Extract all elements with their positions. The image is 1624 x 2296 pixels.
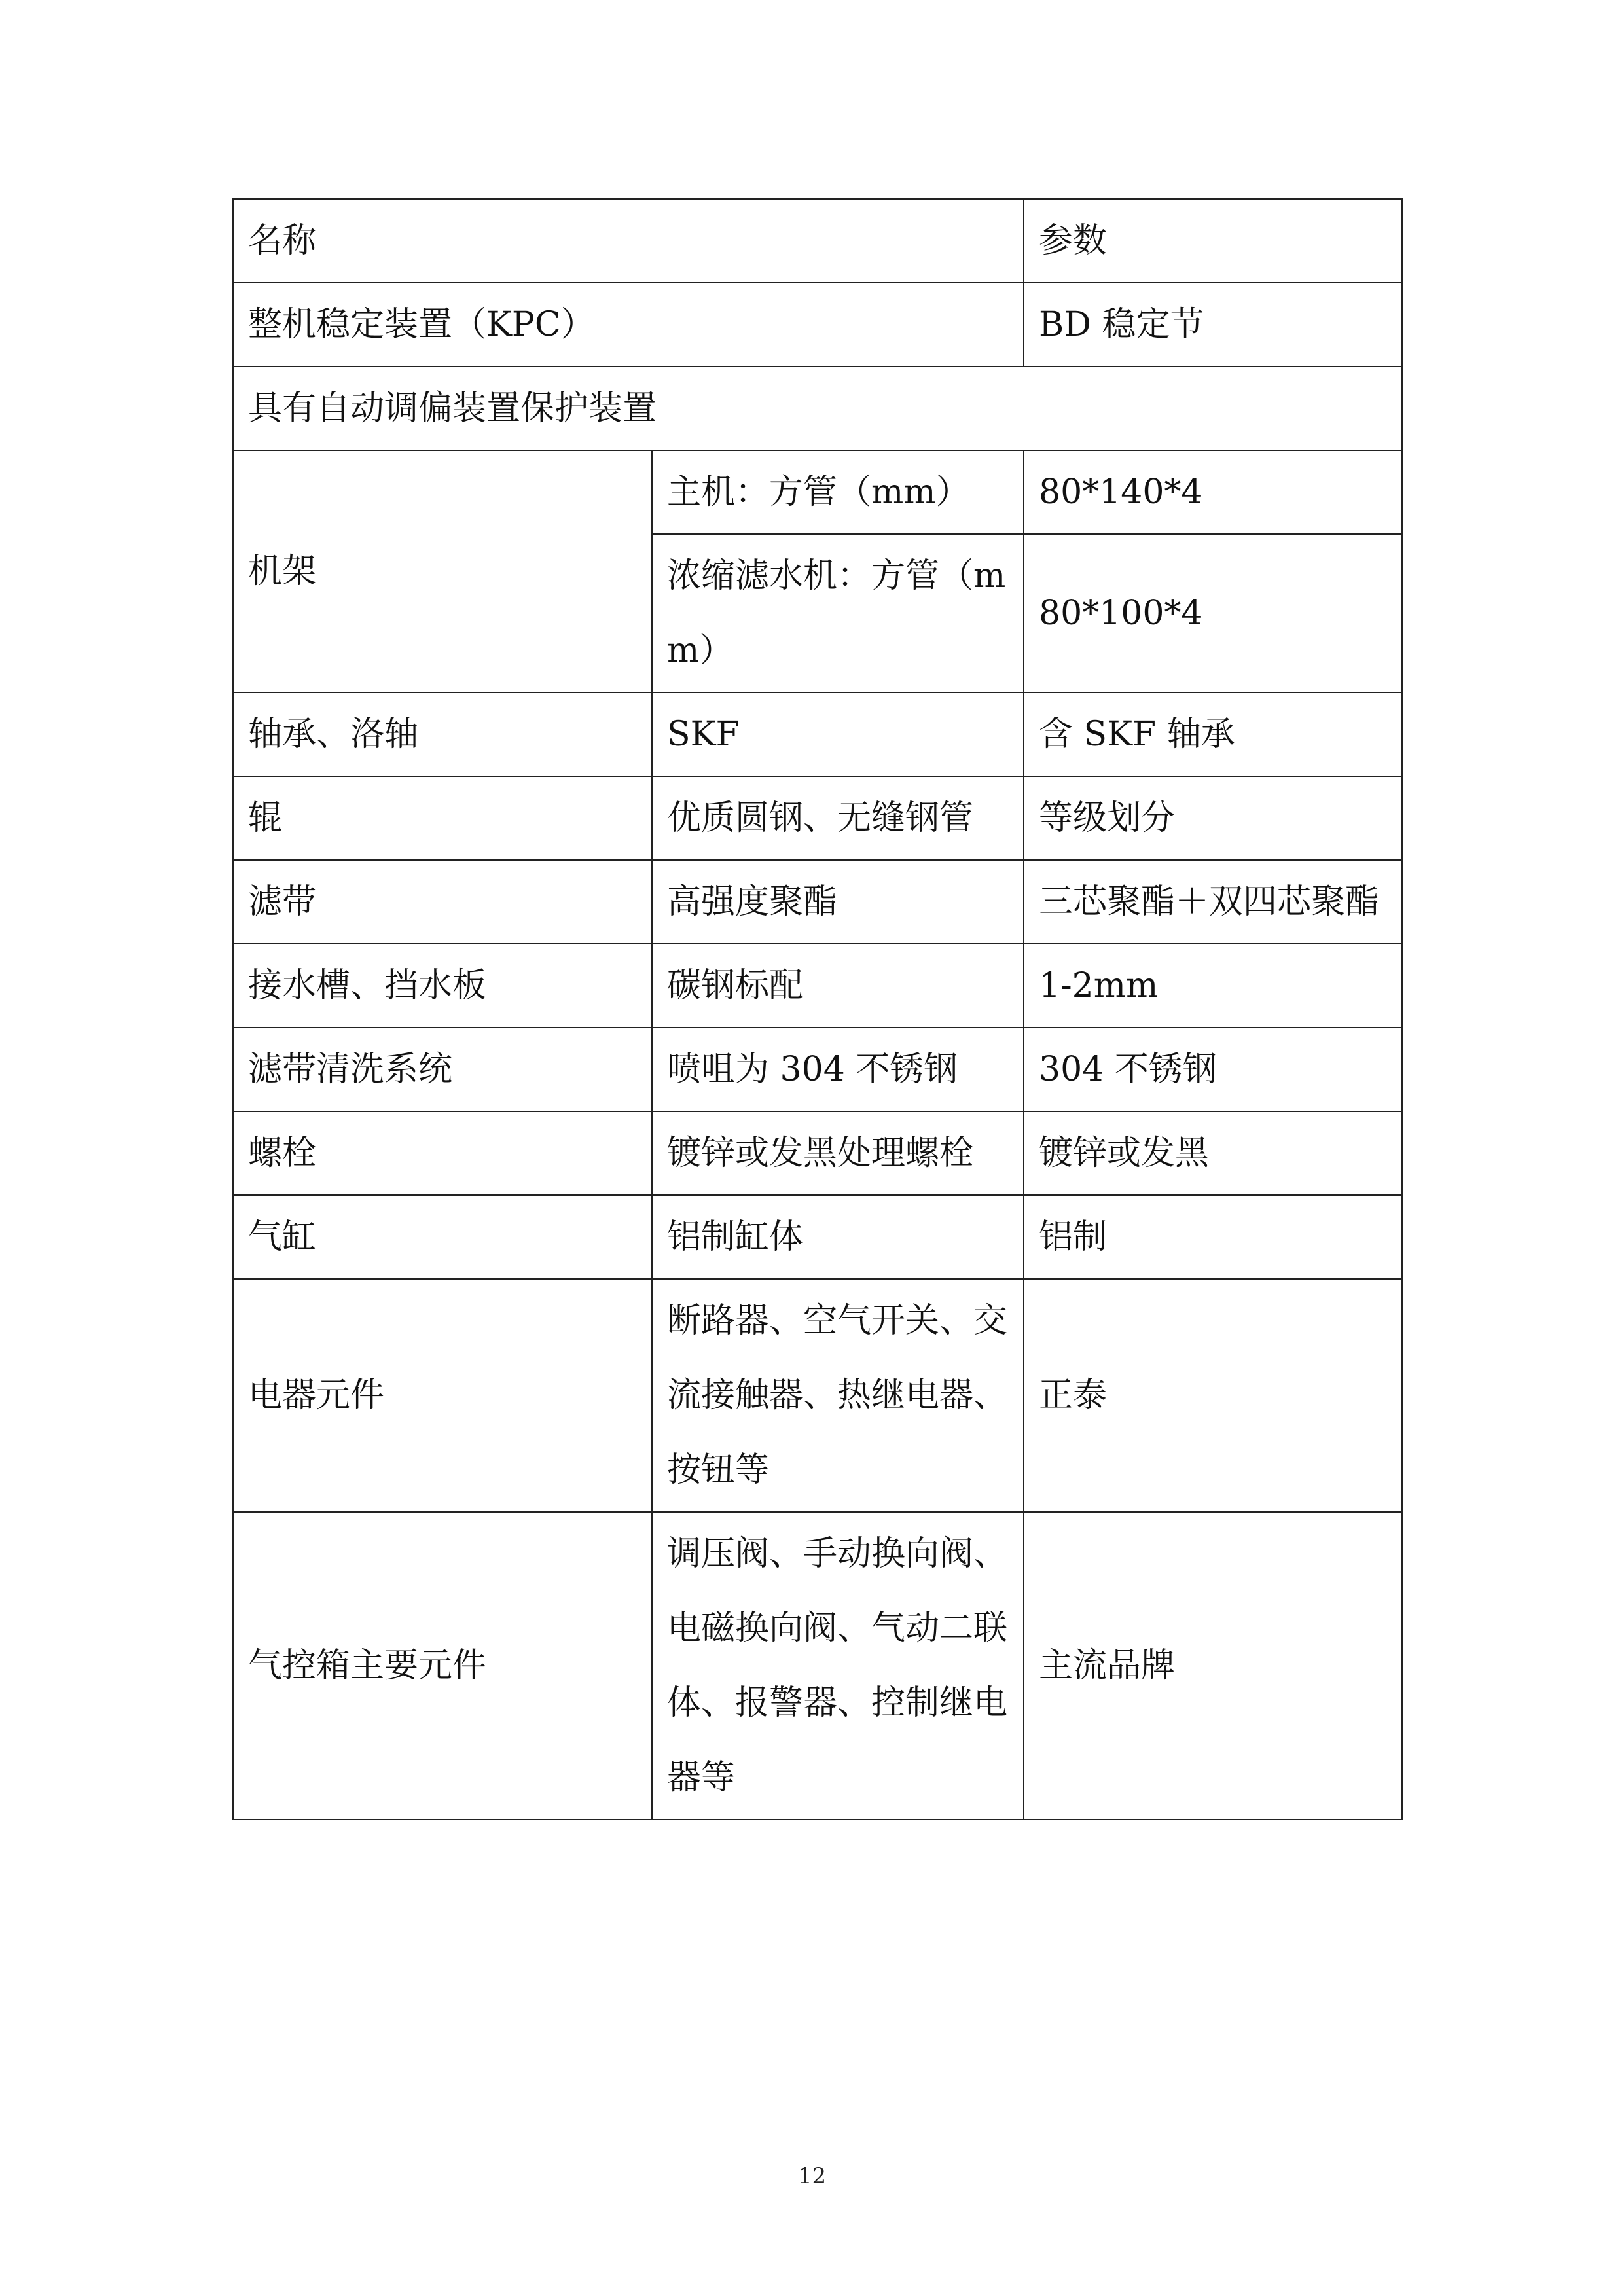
header-name: 名称 — [233, 199, 1024, 283]
table-row — [233, 283, 1402, 367]
bolt-name: 螺栓 — [233, 1111, 652, 1195]
cylinder-name: 气缸 — [233, 1195, 652, 1279]
table-row — [233, 1512, 1402, 1820]
pneumatic-spec: 调压阀、手动换向阀、电磁换向阀、气动二联体、报警器、控制继电器等 — [652, 1512, 1024, 1820]
filter-belt-value: 三芯聚酯＋双四芯聚酯 — [1024, 860, 1402, 944]
table-row — [233, 1195, 1402, 1279]
table-row — [233, 692, 1402, 776]
table-row — [233, 1279, 1402, 1512]
roller-spec: 优质圆钢、无缝钢管 — [652, 776, 1024, 860]
water-tank-value: 1-2mm — [1024, 944, 1402, 1028]
bearing-value: 含 SKF 轴承 — [1024, 692, 1402, 776]
pneumatic-name: 气控箱主要元件 — [233, 1512, 652, 1820]
page-number: 12 — [797, 2163, 827, 2189]
cylinder-spec: 铝制缸体 — [652, 1195, 1024, 1279]
bolt-value: 镀锌或发黑 — [1024, 1111, 1402, 1195]
electrical-spec: 断路器、空气开关、交流接触器、热继电器、按钮等 — [652, 1279, 1024, 1512]
table-row — [233, 367, 1402, 450]
electrical-value: 正泰 — [1024, 1279, 1402, 1512]
stabilizer-value: BD 稳定节 — [1024, 283, 1402, 367]
bolt-spec: 镀锌或发黑处理螺栓 — [652, 1111, 1024, 1195]
cleaning-value: 304 不锈钢 — [1024, 1028, 1402, 1111]
water-tank-name: 接水槽、挡水板 — [233, 944, 652, 1028]
frame-concentrator-value: 80*100*4 — [1024, 534, 1402, 692]
frame-main-spec: 主机：方管（mm） — [652, 450, 1024, 534]
pneumatic-value: 主流品牌 — [1024, 1512, 1402, 1820]
table-row — [233, 776, 1402, 860]
filter-belt-spec: 高强度聚酯 — [652, 860, 1024, 944]
table-row — [233, 1111, 1402, 1195]
filter-belt-name: 滤带 — [233, 860, 652, 944]
table-row — [233, 860, 1402, 944]
table-row — [233, 1028, 1402, 1111]
bearing-name: 轴承、洛轴 — [233, 692, 652, 776]
frame-main-value: 80*140*4 — [1024, 450, 1402, 534]
table-row — [233, 199, 1402, 283]
table-row — [233, 450, 1402, 534]
table-row — [233, 944, 1402, 1028]
water-tank-spec: 碳钢标配 — [652, 944, 1024, 1028]
header-param: 参数 — [1024, 199, 1402, 283]
stabilizer-name: 整机稳定装置（KPC） — [233, 283, 1024, 367]
electrical-name: 电器元件 — [233, 1279, 652, 1512]
frame-name: 机架 — [233, 450, 652, 692]
protection-text: 具有自动调偏装置保护装置 — [233, 367, 1402, 450]
bearing-spec: SKF — [652, 692, 1024, 776]
cleaning-name: 滤带清洗系统 — [233, 1028, 652, 1111]
frame-concentrator-spec: 浓缩滤水机：方管（mm） — [652, 534, 1024, 692]
cleaning-spec: 喷咀为 304 不锈钢 — [652, 1028, 1024, 1111]
spec-table — [232, 198, 1403, 1820]
cylinder-value: 铝制 — [1024, 1195, 1402, 1279]
roller-value: 等级划分 — [1024, 776, 1402, 860]
roller-name: 辊 — [233, 776, 652, 860]
